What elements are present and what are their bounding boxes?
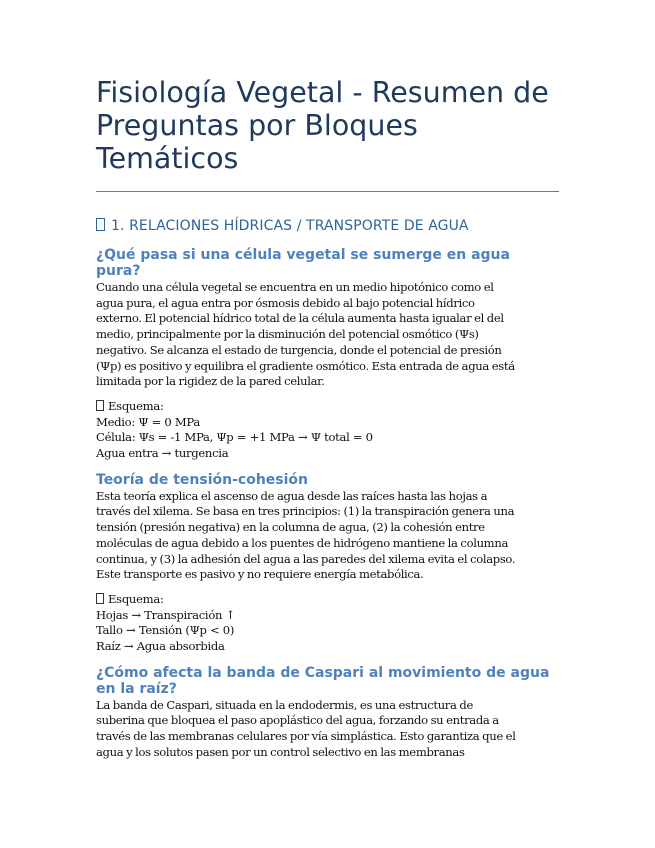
paragraph-line: limitada por la rigidez de la pared celular. [96,374,325,389]
title-line: Temáticos [96,142,239,175]
question-heading: Teoría de tensión-cohesión [96,471,308,488]
paragraph-line: externo. El potencial hídrico total de la célula aumenta hasta igualar el del [96,311,504,326]
scheme-block [96,592,559,655]
paragraph-line: Este transporte es pasivo y no requiere energía metabólica. [96,567,424,582]
paragraph-line: agua y los solutos pasen por un control selectivo en las membranas [96,744,465,759]
scheme-line: Hojas → Transpiración ↑ [96,607,235,622]
paragraph [96,489,559,583]
question-heading-line: ¿Cómo afecta la banda de Caspari al movimiento de agua [96,664,550,681]
question-heading [96,665,559,697]
scheme-line: Agua entra → turgencia [96,446,229,461]
section-heading [96,217,559,235]
scheme-line: Tallo → Tensión (Ψp < 0) [96,623,235,638]
scheme-line: Raíz → Agua absorbida [96,639,225,654]
scheme-label: Esquema: [108,591,164,606]
title-line: Preguntas por Bloques [96,109,418,142]
paragraph-line: Cuando una célula vegetal se encuentra en un medio hipotónico como el [96,280,494,294]
box-icon [96,218,105,231]
paragraph-line: (Ψp) es positivo y equilibra el gradiente osmótico. Esta entrada de agua está [96,358,515,373]
scheme-label: Esquema: [108,398,164,413]
document-title [96,76,559,175]
box-icon [96,400,104,411]
question-heading: ¿Qué pasa si una célula vegetal se sumerge en agua pura? [96,247,510,279]
box-icon [96,593,104,604]
paragraph-line: través del xilema. Se basa en tres principios: (1) la transpiración genera una [96,504,515,519]
paragraph-line: través de las membranas celulares por vía simplástica. Esto garantiza que el [96,729,516,744]
paragraph-line: suberina que bloquea el paso apoplástico del agua, forzando su entrada a [96,713,499,728]
title-divider [96,191,559,192]
title-line: Fisiología Vegetal - Resumen de [96,76,549,109]
scheme-line: Célula: Ψs = -1 MPa, Ψp = +1 MPa → Ψ total = 0 [96,430,373,445]
scheme-line: Medio: Ψ = 0 MPa [96,414,201,429]
document-page [96,76,559,761]
paragraph-line: Esta teoría explica el ascenso de agua desde las raíces hasta las hojas a [96,488,488,503]
paragraph-line: moléculas de agua debido a los puentes de hidrógeno mantiene la columna [96,535,509,550]
section-heading-label: 1. RELACIONES HÍDRICAS / TRANSPORTE DE AGUA [111,218,469,234]
paragraph [96,280,559,390]
paragraph-line: agua pura, el agua entra por ósmosis debido al bajo potencial hídrico [96,295,475,310]
paragraph-line: tensión (presión negativa) en la columna de agua, (2) la cohesión entre [96,520,485,535]
paragraph-line: La banda de Caspari, situada en la endodermis, es una estructura de [96,697,473,712]
scheme-block [96,399,559,462]
paragraph [96,698,559,761]
paragraph-line: continua, y (3) la adhesión del agua a las paredes del xilema evita el colapso. [96,551,516,566]
question-heading-line: en la raíz? [96,680,177,697]
paragraph-line: medio, principalmente por la disminución del potencial osmótico (Ψs) [96,327,479,342]
paragraph-line: negativo. Se alcanza el estado de turgencia, donde el potencial de presión [96,342,502,357]
